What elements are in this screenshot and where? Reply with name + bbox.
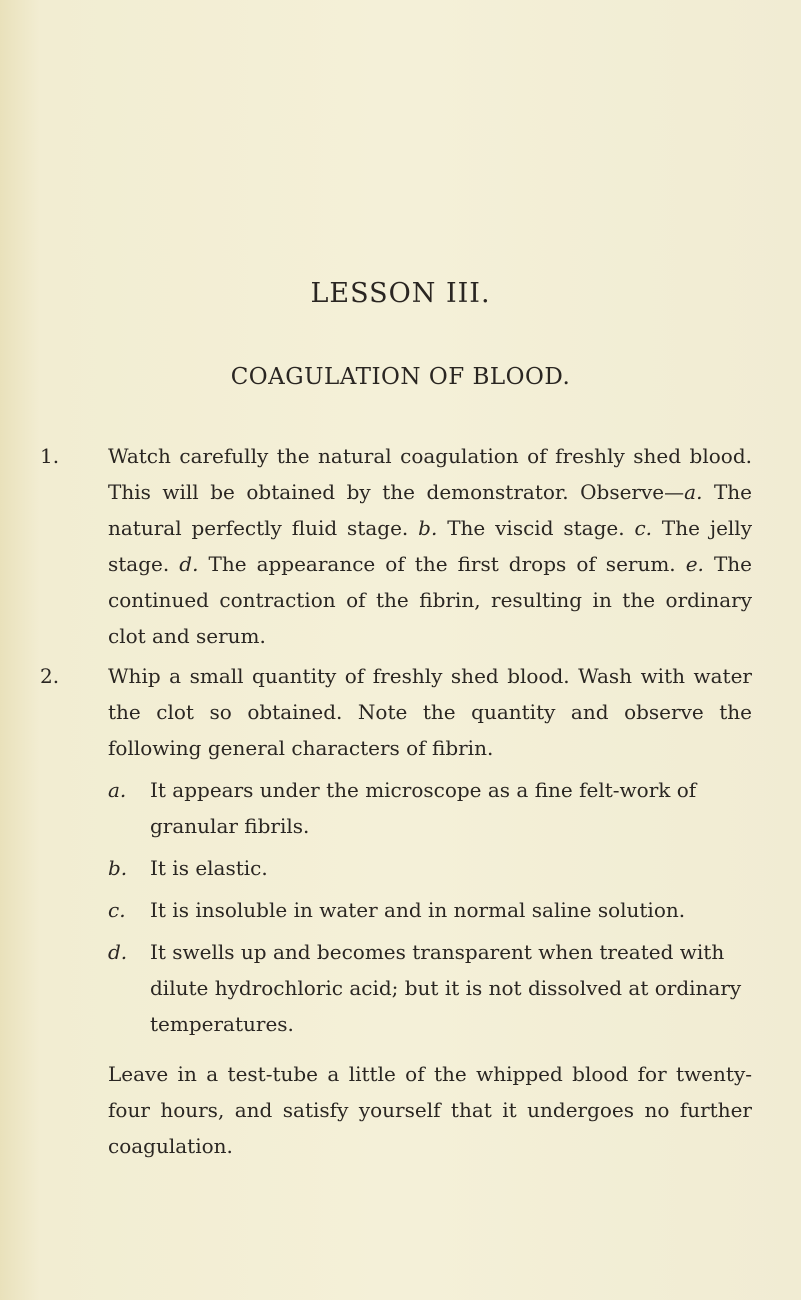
exercise-item-2 xyxy=(40,658,752,1042)
stage-letter: b. xyxy=(418,516,438,540)
exercise-text xyxy=(108,438,752,654)
list-item-letter: a. xyxy=(108,778,127,802)
text-run: The natural perfectly fluid stage. xyxy=(108,480,752,540)
text-run: The appearance of the first drops of serum. xyxy=(198,552,686,576)
list-item xyxy=(108,892,752,928)
stage-letter: a. xyxy=(684,480,703,504)
list-item-letter: c. xyxy=(108,898,126,922)
lesson-content xyxy=(40,438,752,1164)
closing-instruction: Leave in a test-tube a little of the whipped blood for twenty-four hours, and satisfy yourself that it undergoes no further coagulation. xyxy=(108,1062,752,1158)
text-run: Watch carefully the natural coagulation of freshly shed blood. This will be obtained by the demonstrator. Observe— xyxy=(108,444,752,504)
exercise-number: 2. xyxy=(40,664,60,688)
list-item-text: It appears under the microscope as a fine felt-work of granular fibrils. xyxy=(150,778,697,838)
stage-letter: d. xyxy=(179,552,199,576)
exercise-item-1 xyxy=(40,438,752,654)
list-item-letter: b. xyxy=(108,856,128,880)
list-item-text: It is insoluble in water and in normal saline solution. xyxy=(150,898,686,922)
list-item-text: It swells up and becomes transparent when treated with dilute hydrochloric acid; but it is not dissolved at ordinary temperatures. xyxy=(150,940,742,1036)
exercise-text: Whip a small quantity of freshly shed blood. Wash with water the clot so obtained. Note the quantity and observe the following general characters of fibrin. xyxy=(108,664,752,760)
text-run: The viscid stage. xyxy=(437,516,635,540)
stage-letter: c. xyxy=(634,516,653,540)
exercise-number: 1. xyxy=(40,444,60,468)
text-run: The continued contraction of the fibrin, resulting in the ordinary clot and serum. xyxy=(108,552,753,648)
list-item xyxy=(108,850,752,886)
list-item-text: It is elastic. xyxy=(150,856,268,880)
text-run: The jelly stage. xyxy=(108,516,752,576)
list-item xyxy=(108,934,752,1042)
fibrin-characters-list xyxy=(108,772,752,1042)
stage-letter: e. xyxy=(685,552,704,576)
section-title: COAGULATION OF BLOOD. xyxy=(230,364,571,390)
list-item-letter: d. xyxy=(108,940,128,964)
list-item xyxy=(108,772,752,844)
lesson-title: LESSON III. xyxy=(310,278,491,309)
